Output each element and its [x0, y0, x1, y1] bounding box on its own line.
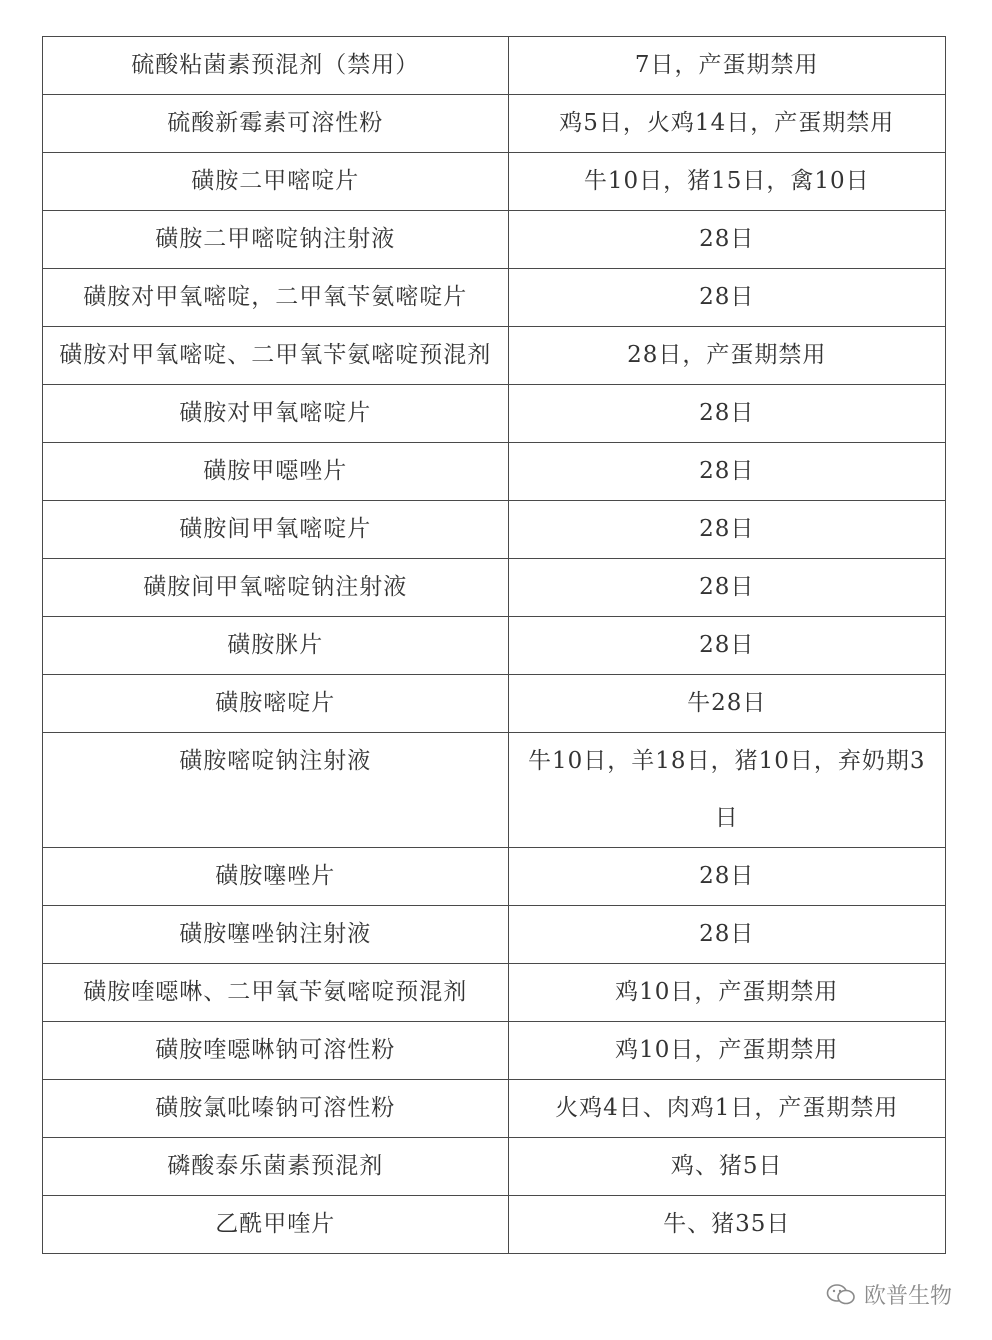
drug-name-cell: 乙酰甲喹片	[43, 1196, 509, 1254]
table-row	[43, 1196, 946, 1254]
withdrawal-period-cell: 鸡10日，产蛋期禁用	[508, 964, 946, 1022]
table-row	[43, 385, 946, 443]
drug-name-cell: 磺胺对甲氧嘧啶，二甲氧苄氨嘧啶片	[43, 269, 509, 327]
table-row	[43, 1080, 946, 1138]
table-row	[43, 153, 946, 211]
table-row	[43, 211, 946, 269]
withdrawal-period-cell: 牛、猪35日	[508, 1196, 946, 1254]
drug-name-cell: 磺胺喹噁啉、二甲氧苄氨嘧啶预混剂	[43, 964, 509, 1022]
withdrawal-period-table	[42, 36, 946, 1254]
withdrawal-period-cell: 鸡5日，火鸡14日，产蛋期禁用	[508, 95, 946, 153]
drug-name-cell: 磺胺甲噁唑片	[43, 443, 509, 501]
withdrawal-period-cell: 牛28日	[508, 675, 946, 733]
drug-name-cell: 磺胺对甲氧嘧啶、二甲氧苄氨嘧啶预混剂	[43, 327, 509, 385]
withdrawal-period-cell: 28日	[508, 385, 946, 443]
table-row	[43, 269, 946, 327]
drug-name-cell: 硫酸新霉素可溶性粉	[43, 95, 509, 153]
drug-name-cell: 磺胺二甲嘧啶片	[43, 153, 509, 211]
drug-name-cell: 磺胺二甲嘧啶钠注射液	[43, 211, 509, 269]
withdrawal-period-cell: 28日	[508, 906, 946, 964]
watermark-text: 欧普生物	[863, 1284, 952, 1309]
drug-name-cell: 磺胺氯吡嗪钠可溶性粉	[43, 1080, 509, 1138]
wechat-icon	[826, 1283, 856, 1307]
withdrawal-period-cell: 鸡、猪5日	[508, 1138, 946, 1196]
drug-name-cell: 磺胺间甲氧嘧啶钠注射液	[43, 559, 509, 617]
withdrawal-period-cell: 7日，产蛋期禁用	[508, 37, 946, 95]
table-row	[43, 95, 946, 153]
table-row	[43, 1138, 946, 1196]
drug-name-cell: 磺胺间甲氧嘧啶片	[43, 501, 509, 559]
table-row	[43, 617, 946, 675]
table-row	[43, 501, 946, 559]
watermark	[820, 1277, 958, 1312]
drug-name-cell: 磺胺嘧啶钠注射液	[43, 733, 509, 848]
drug-name-cell: 磺胺噻唑钠注射液	[43, 906, 509, 964]
drug-name-cell: 磷酸泰乐菌素预混剂	[43, 1138, 509, 1196]
withdrawal-period-cell: 28日	[508, 443, 946, 501]
table-row	[43, 964, 946, 1022]
withdrawal-period-cell: 28日	[508, 617, 946, 675]
drug-name-cell: 磺胺喹噁啉钠可溶性粉	[43, 1022, 509, 1080]
table-row	[43, 443, 946, 501]
table-row	[43, 675, 946, 733]
withdrawal-period-cell: 28日，产蛋期禁用	[508, 327, 946, 385]
withdrawal-period-cell: 28日	[508, 848, 946, 906]
drug-name-cell: 硫酸粘菌素预混剂（禁用）	[43, 37, 509, 95]
table-row	[43, 1022, 946, 1080]
withdrawal-period-cell: 牛10日，羊18日，猪10日，弃奶期3日	[508, 733, 946, 848]
table-row	[43, 848, 946, 906]
drug-name-cell: 磺胺噻唑片	[43, 848, 509, 906]
drug-name-cell: 磺胺对甲氧嘧啶片	[43, 385, 509, 443]
withdrawal-period-cell: 28日	[508, 211, 946, 269]
drug-name-cell: 磺胺脒片	[43, 617, 509, 675]
table-row	[43, 559, 946, 617]
table-row	[43, 37, 946, 95]
table-row	[43, 327, 946, 385]
withdrawal-period-cell: 牛10日，猪15日，禽10日	[508, 153, 946, 211]
drug-name-cell: 磺胺嘧啶片	[43, 675, 509, 733]
withdrawal-period-cell: 鸡10日，产蛋期禁用	[508, 1022, 946, 1080]
withdrawal-period-cell: 28日	[508, 559, 946, 617]
table-row	[43, 906, 946, 964]
withdrawal-period-cell: 28日	[508, 269, 946, 327]
table-row	[43, 733, 946, 848]
withdrawal-period-cell: 28日	[508, 501, 946, 559]
withdrawal-period-cell: 火鸡4日、肉鸡1日，产蛋期禁用	[508, 1080, 946, 1138]
table-body	[43, 37, 946, 1254]
